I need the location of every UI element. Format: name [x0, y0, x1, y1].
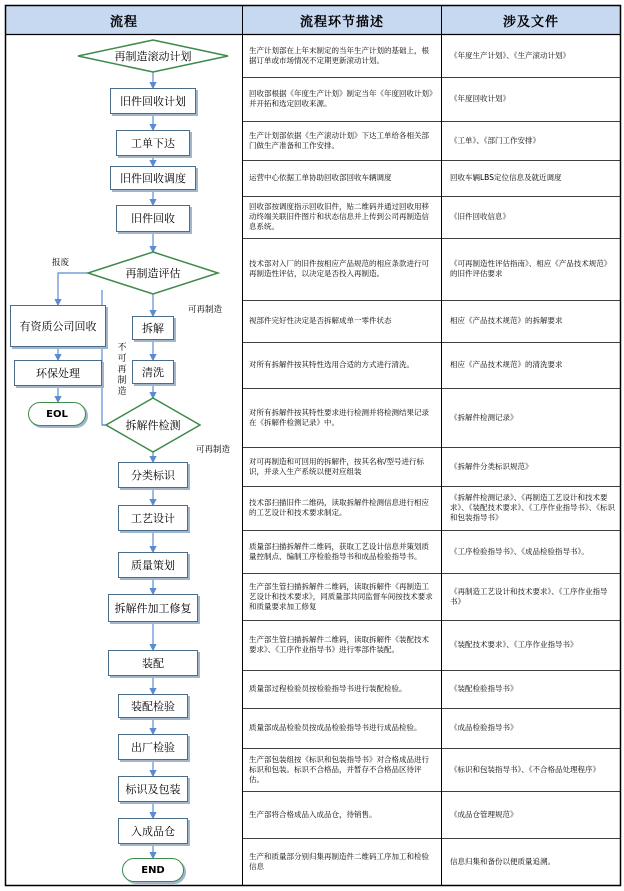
description-text: 生产部将合格成品入成品仓，待销售。 [249, 809, 377, 819]
row-documents [446, 77, 620, 121]
description-text: 生产计划部在上年末制定的当年生产计划的基础上，根据订单或市场情况不定期更新滚动计划。 [249, 46, 429, 65]
node-disassemble: 拆解 [132, 316, 174, 340]
header-description: 流程环节描述 [243, 6, 441, 34]
row-documents [446, 620, 620, 670]
documents-text: 《拆解件分类标识规范》 [450, 461, 533, 471]
documents-text: 《旧件回收信息》 [450, 212, 510, 221]
row-description [246, 708, 438, 748]
row-documents [446, 486, 620, 530]
node-repair: 拆解件加工修复 [108, 594, 198, 622]
documents-text: 《拆解件检测记录》 [450, 412, 518, 422]
node-qualified-company: 有资质公司回收 [10, 305, 106, 347]
row-documents [446, 748, 620, 791]
node-eol: EOL [28, 402, 86, 426]
row-description [246, 670, 438, 708]
description-text: 回收部按调度指示回收旧件，贴二维码并通过回收用移动终端关联旧件图片和状态信息并上传到公司再制造信息系统。 [249, 202, 429, 231]
row-description [246, 77, 438, 121]
description-text: 对所有拆解件按其特性要求进行检测并将检测结果记录在《拆解件检测记录》中。 [249, 407, 429, 427]
node-process-design: 工艺设计 [118, 505, 188, 531]
row-documents [446, 121, 620, 160]
description-text: 质量部扫描拆解件二维码，获取工艺设计信息并策划质量控制点、编制工序检验指导书和成品检验指导书。 [249, 541, 429, 561]
row-description [246, 447, 438, 486]
row-documents [446, 838, 620, 886]
header-documents: 涉及文件 [442, 6, 620, 34]
node-classify: 分类标识 [118, 462, 188, 488]
documents-text: 相应《产品技术规范》的拆解要求 [450, 316, 563, 325]
row-description [246, 530, 438, 573]
row-documents [446, 160, 620, 196]
row-documents [446, 708, 620, 748]
node-outgoing-check: 出厂检验 [118, 734, 188, 760]
node-warehouse: 入成品仓 [118, 818, 188, 844]
row-documents [446, 196, 620, 238]
row-documents [446, 447, 620, 486]
row-documents [446, 35, 620, 77]
row-description [246, 342, 438, 388]
node-quality-plan: 质量策划 [118, 552, 188, 578]
label-scrap: 报废 [52, 258, 70, 268]
node-assembly-check: 装配检验 [118, 694, 188, 718]
node-dispatch: 旧件回收调度 [110, 166, 196, 190]
row-description [246, 196, 438, 238]
documents-text: 《装配技术要求》、《工序作业指导书》 [450, 640, 578, 649]
node-recycle-plan: 旧件回收计划 [110, 88, 196, 114]
node-inspect: 拆解件检测 [125, 419, 181, 432]
node-assemble: 装配 [108, 650, 198, 676]
documents-text: 《年度回收计划》 [450, 94, 510, 103]
documents-text: 《工序检验指导书》、《成品检验指导书》。 [450, 546, 589, 556]
description-text: 生产计划部依据《生产滚动计划》下达工单给各相关部门做生产准备和工作安排。 [249, 130, 429, 150]
description-text: 技术部对入厂的旧件按相应产品规范的相应条款进行可再制造性评估，以决定是否投入再制造。 [249, 259, 429, 278]
row-documents [446, 238, 620, 300]
row-documents [446, 791, 620, 838]
documents-text: 《装配检验指导书》 [450, 684, 518, 693]
node-evaluate: 再制造评估 [125, 266, 181, 280]
row-documents [446, 388, 620, 447]
node-work-order: 工单下达 [116, 130, 190, 156]
node-env-treatment: 环保处理 [14, 360, 102, 386]
description-text: 生产和质量部分别归集再制造件二维码工序加工和检验信息 [249, 852, 429, 871]
description-text: 生产部生管扫描拆解件二维码，读取拆解件《再制造工艺设计和技术要求》，同质量部共同监督车间按技术要求和质量要求加工修复 [249, 581, 433, 611]
row-description [246, 160, 438, 196]
documents-text: 信息归集和备份以便质量追溯。 [450, 857, 555, 866]
row-description [246, 300, 438, 342]
node-clean: 清洗 [132, 360, 174, 384]
documents-text: 《标识和包装指导书》、《不合格品处理程序》 [450, 764, 600, 774]
node-end: END [122, 858, 184, 882]
node-production-plan: 再制造滚动计划 [114, 49, 192, 63]
documents-text: 《可再制造性评估指南》、相应《产品技术规范》的旧件评估要求 [450, 259, 612, 278]
row-documents [446, 573, 620, 620]
row-description [246, 486, 438, 530]
documents-text: 《工单》、《部门工作安排》 [450, 135, 540, 145]
description-text: 对所有拆解件按其特性选用合适的方式进行清洗。 [249, 360, 414, 369]
description-text: 视部件完好性决定是否拆解成单一零件状态 [249, 316, 392, 325]
description-text: 对可再制造和可回用的拆解件，按其名称/型号进行标识，并录入生产系统以便对应组装 [249, 456, 425, 476]
documents-text: 《拆解件检测记录》、《再制造工艺设计和技术要求》、《装配技术要求》、《工序作业指导书》、《标识和包装指导书》 [450, 493, 615, 522]
row-description [246, 121, 438, 160]
description-text: 技术部扫描旧件二维码，读取拆解件检测信息进行相应的工艺设计和技术要求制定。 [249, 498, 429, 517]
description-text: 回收部根据《年度生产计划》制定当年《年度回收计划》并开拓和选定回收来源。 [249, 89, 433, 108]
description-text: 质量部过程检验员按检验指导书进行装配检验。 [249, 684, 407, 693]
node-recycle: 旧件回收 [116, 205, 190, 232]
row-description [246, 573, 438, 620]
row-documents [446, 342, 620, 388]
row-description [246, 748, 438, 791]
label-reman-ok-2: 可再制造 [196, 445, 231, 455]
row-description [246, 791, 438, 838]
description-text: 质量部成品检验员按成品检验指导书进行成品检验。 [249, 723, 422, 732]
row-description [246, 838, 438, 886]
row-description [246, 388, 438, 447]
row-description [246, 35, 438, 77]
row-documents [446, 300, 620, 342]
documents-text: 《年度生产计划》、《生产滚动计划》 [450, 51, 570, 60]
documents-text: 回收车辆LBS定位信息及就近调度 [450, 173, 562, 182]
row-documents [446, 530, 620, 573]
row-description [246, 620, 438, 670]
description-text: 生产部生管扫描拆解件二维码，读取拆解件《装配技术要求》、《工序作业指导书》进行零部件装配。 [249, 635, 429, 654]
row-documents [446, 670, 620, 708]
row-description [246, 238, 438, 300]
node-labeling: 标识及包装 [118, 776, 188, 802]
documents-text: 《成品仓管理规范》 [450, 809, 518, 819]
documents-text: 相应《产品技术规范》的清洗要求 [450, 360, 563, 369]
header-flow: 流程 [6, 6, 242, 34]
documents-text: 《再制造工艺设计和技术要求》、《工序作业指导书》 [450, 586, 608, 606]
documents-text: 《成品检验指导书》 [450, 723, 518, 732]
label-not-reman: 不可再制造 [117, 343, 127, 397]
label-reman-ok-1: 可再制造 [188, 305, 223, 315]
description-text: 运营中心依据工单协助回收部回收车辆调度 [249, 173, 392, 182]
description-text: 生产部包装组按《标识和包装指导书》对合格成品进行标识和包装。标识不合格品，并暂存不合格品区待评估。 [249, 754, 429, 784]
